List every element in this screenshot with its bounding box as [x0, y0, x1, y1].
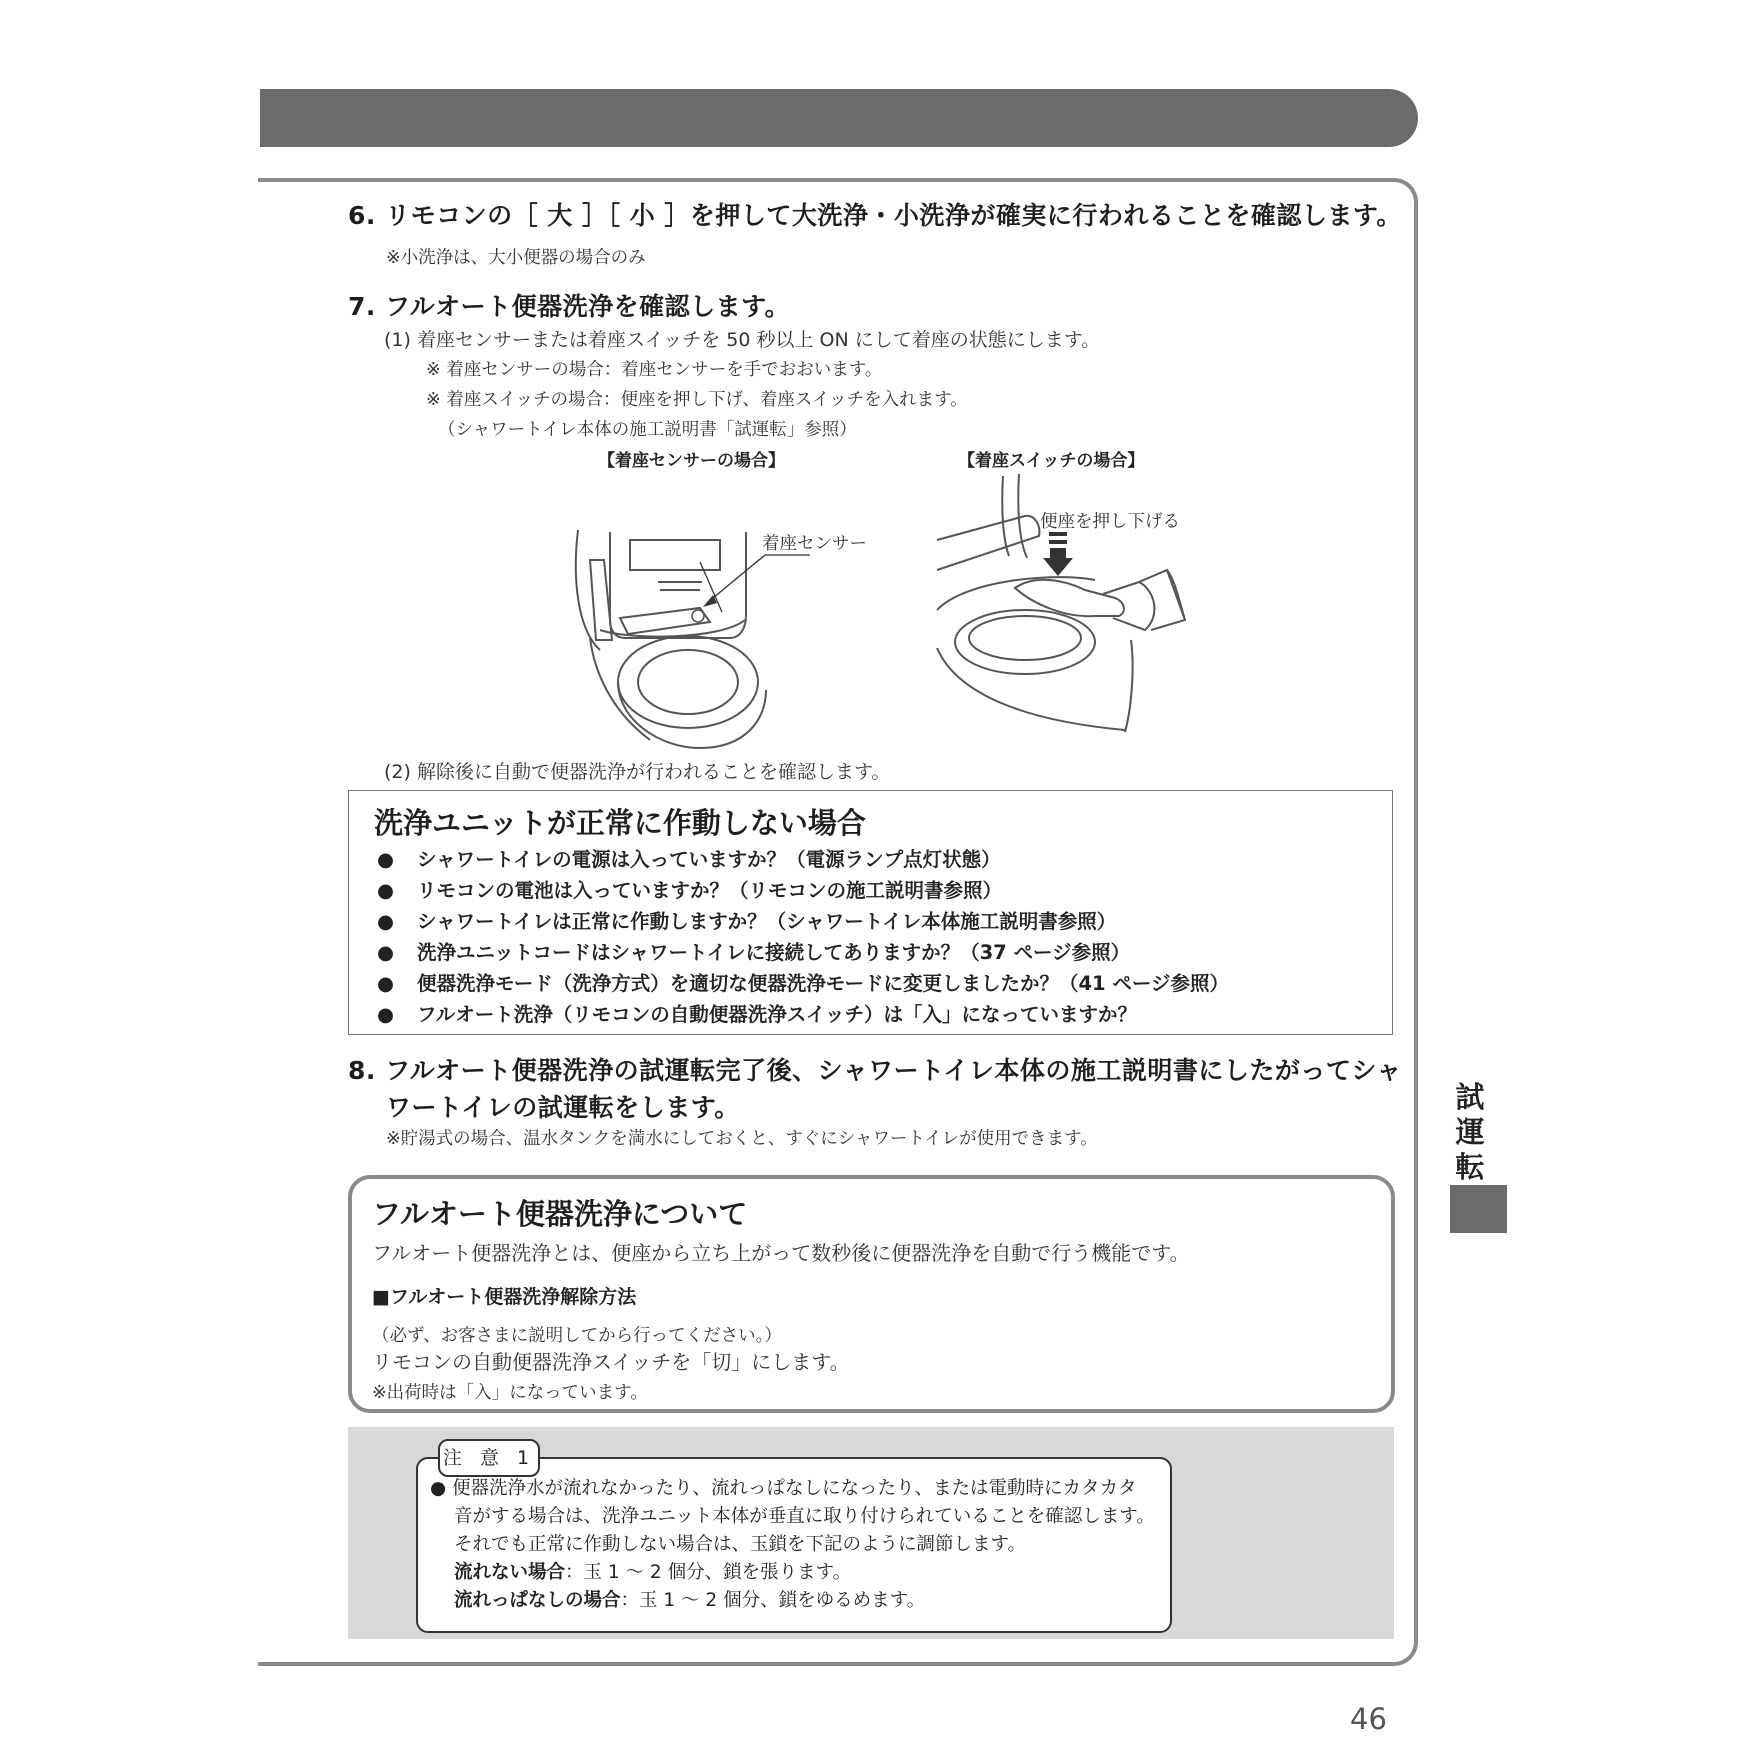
trouble-item: ● シャワートイレの電源は入っていますか？（電源ランプ点灯状態）: [377, 848, 1001, 871]
info-box: [348, 1175, 1395, 1413]
bullet-icon: ●: [377, 941, 395, 964]
fig-switch-callout: 便座を押し下げる: [1040, 512, 1180, 532]
step7-sub1: (1) 着座センサーまたは着座スイッチを 50 秒以上 ON にして着座の状態にします。: [384, 329, 1101, 351]
callout-leader: [695, 553, 815, 613]
step6-title: 6. リモコンの［ 大 ］［ 小 ］を押して大洗浄・小洗浄が確実に行われることを確認します。: [348, 201, 1402, 230]
caution-line5: 流れっぱなしの場合：玉 1 ～ 2 個分、鎖をゆるめます。: [454, 1590, 926, 1611]
caution-line4: 流れない場合：玉 1 ～ 2 個分、鎖を張ります。: [454, 1562, 852, 1583]
bullet-icon: ●: [377, 879, 395, 902]
side-tab-char: 試 運 転: [1455, 1080, 1485, 1184]
fig-switch-title: 【着座スイッチの場合】: [958, 451, 1145, 471]
bullet-icon: ●: [430, 1478, 447, 1499]
fig-sensor-title: 【着座センサーの場合】: [598, 451, 785, 471]
step7-note1: ※ 着座センサーの場合：着座センサーを手でおおいます。: [426, 360, 883, 380]
trouble-item: ● 洗浄ユニットコードはシャワートイレに接続してありますか？（37 ページ参照）: [377, 941, 1131, 964]
info-line1: （必ず、お客さまに説明してから行ってください。）: [372, 1326, 782, 1346]
side-tab-block: [1450, 1185, 1507, 1233]
bullet-icon: ●: [377, 848, 395, 871]
trouble-box: [348, 790, 1393, 1035]
info-title: フルオート便器洗浄について: [372, 1197, 748, 1231]
step7-sub2: (2) 解除後に自動で便器洗浄が行われることを確認します。: [384, 761, 891, 783]
step7-title: 7. フルオート便器洗浄を確認します。: [348, 292, 791, 321]
trouble-item: ● フルオート洗浄（リモコンの自動便器洗浄スイッチ）は「入」になっていますか？: [377, 1003, 1137, 1026]
header-bar: [260, 89, 1418, 147]
trouble-item: ● シャワートイレは正常に作動しますか？（シャワートイレ本体施工説明書参照）: [377, 910, 1117, 933]
step6-note: ※小洗浄は、大小便器の場合のみ: [386, 248, 646, 268]
fig-sensor-callout: 着座センサー: [762, 534, 867, 554]
caution-line2: 音がする場合は、洗浄ユニット本体が垂直に取り付けられていることを確認します。: [454, 1506, 1155, 1527]
info-line3: ※出荷時は「入」になっています。: [372, 1383, 648, 1403]
trouble-item: ● リモコンの電池は入っていますか？（リモコンの施工説明書参照）: [377, 879, 1003, 902]
info-desc: フルオート便器洗浄とは、便座から立ち上がって数秒後に便器洗浄を自動で行う機能です。: [372, 1241, 1190, 1265]
step8-note: ※貯湯式の場合、温水タンクを満水にしておくと、すぐにシャワートイレが使用できます。: [386, 1129, 1098, 1149]
step8-title-line2: ワートイレの試運転をします。: [386, 1093, 740, 1122]
caution-line3: それでも正常に作動しない場合は、玉鎖を下記のように調節します。: [454, 1534, 1027, 1555]
bullet-icon: ●: [377, 910, 395, 933]
step7-note3: （シャワートイレ本体の施工説明書「試運転」参照）: [438, 420, 857, 440]
info-line2: リモコンの自動便器洗浄スイッチを「切」にします。: [372, 1350, 850, 1374]
page-number: 46: [1350, 1702, 1387, 1736]
bullet-icon: ●: [377, 1003, 395, 1026]
bullet-icon: ●: [377, 972, 395, 995]
caution-tag: 注 意 1: [438, 1439, 540, 1477]
caution-line1: ● 便器洗浄水が流れなかったり、流れっぱなしになったり、または電動時にカタカタ: [430, 1478, 1137, 1499]
side-tab-label: [1450, 1080, 1490, 1185]
caution-box: [416, 1457, 1172, 1633]
step7-note2: ※ 着座スイッチの場合：便座を押し下げ、着座スイッチを入れます。: [426, 390, 968, 410]
step8-title-line1: 8. フルオート便器洗浄の試運転完了後、シャワートイレ本体の施工説明書にしたがってシャ: [348, 1056, 1402, 1085]
trouble-item: ● 便器洗浄モード（洗浄方式）を適切な便器洗浄モードに変更しましたか？（41 ページ参照）: [377, 972, 1229, 995]
trouble-title: 洗浄ユニットが正常に作動しない場合: [374, 806, 866, 840]
info-subhead: ■フルオート便器洗浄解除方法: [372, 1286, 637, 1308]
